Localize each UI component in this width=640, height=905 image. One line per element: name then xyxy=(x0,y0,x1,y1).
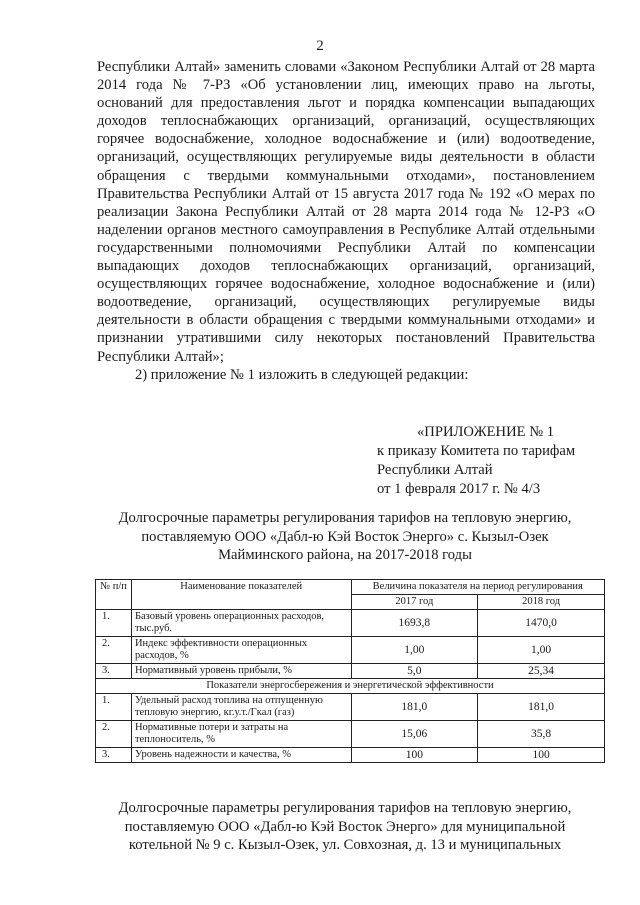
body-text xyxy=(97,58,595,384)
value-2018: 25,34 xyxy=(478,664,605,679)
row-name: Уровень надежности и качества, % xyxy=(131,748,351,763)
page-number: 2 xyxy=(316,38,324,54)
row-number: 1. xyxy=(96,610,132,637)
appendix-line: к приказу Комитета по тарифам xyxy=(377,443,576,459)
table-row xyxy=(96,721,605,748)
row-name: Базовый уровень операционных расходов, тыс.руб. xyxy=(131,610,351,637)
row-number: 2. xyxy=(96,721,132,748)
table-row xyxy=(96,610,605,637)
table-row xyxy=(96,637,605,664)
col-name-header: Наименование показателей xyxy=(131,580,351,610)
value-2017: 181,0 xyxy=(351,694,478,721)
year-2018-header: 2018 год xyxy=(478,595,605,610)
value-2018: 1470,0 xyxy=(478,610,605,637)
value-2018: 181,0 xyxy=(478,694,605,721)
value-2018: 35,8 xyxy=(478,721,605,748)
appendix-line: Республики Алтай xyxy=(377,462,493,478)
parameters-table xyxy=(95,579,605,763)
row-number: 3. xyxy=(96,748,132,763)
heading-line: поставляемую ООО «Дабл-ю Кэй Восток Энерго» с. Кызыл-Озек xyxy=(141,528,549,545)
heading-line: поставляемую ООО «Дабл-ю Кэй Восток Энерго» для муниципальной xyxy=(124,818,566,835)
section-header: Показатели энергосбережения и энергетической эффективности xyxy=(96,679,605,694)
value-2017: 1,00 xyxy=(351,637,478,664)
heading-line: Долгосрочные параметры регулирования тарифов на тепловую энергию, xyxy=(118,800,572,816)
appendix-title: «ПРИЛОЖЕНИЕ № 1 xyxy=(417,424,555,440)
table-row xyxy=(96,694,605,721)
rows-group-b xyxy=(96,694,605,763)
table-row xyxy=(96,664,605,679)
appendix-block xyxy=(377,423,617,499)
row-name: Нормативный уровень прибыли, % xyxy=(131,664,351,679)
table-header-row xyxy=(96,580,605,595)
value-2017: 1693,8 xyxy=(351,610,478,637)
heading-line: котельной № 9 с. Кызыл-Озек, ул. Совхозная, д. 13 и муниципальных xyxy=(128,837,562,853)
heading-line: Долгосрочные параметры регулирования тарифов на тепловую энергию, xyxy=(118,510,572,526)
row-name: Удельный расход топлива на отпущенную тепловую энергию, кг.у.т./Гкал (газ) xyxy=(131,694,351,721)
year-2017-header: 2017 год xyxy=(351,595,478,610)
section-header-row xyxy=(96,679,605,694)
col-value-header: Величина показателя на период регулирования xyxy=(351,580,605,595)
appendix-date: от 1 февраля 2017 г. № 4/3 xyxy=(377,481,541,497)
value-2017: 15,06 xyxy=(351,721,478,748)
row-name: Нормативные потери и затраты на теплоноситель, % xyxy=(131,721,351,748)
table-row xyxy=(96,748,605,763)
rows-group-a xyxy=(96,610,605,679)
row-name: Индекс эффективности операционных расходов, % xyxy=(131,637,351,664)
value-2017: 5,0 xyxy=(351,664,478,679)
table-heading xyxy=(80,509,610,565)
col-no-header: № п/п xyxy=(96,580,132,610)
heading-line: Майминского района, на 2017-2018 годы xyxy=(218,547,472,563)
value-2017: 100 xyxy=(351,748,478,763)
value-2018: 1,00 xyxy=(478,637,605,664)
body-paragraph: Республики Алтай» заменить словами «Законом Республики Алтай от 28 марта 2014 года № 7-РЗ «Об установлении лиц, имеющих право на льготы, оснований для предоставления льгот и порядка компенсации выпадающих доходов теплоснабжающих организаций, организаций, осуществляющих горячее водоснабжение, холодное водоснабжение и (или) водоотведение, организаций, осуществляющих регулируемые виды деятельности в области обращения с твердыми коммунальными отходами», постановлением Правительства Республики Алтай от 15 августа 2017 года № 192 «О мерах по реализации Закона Республики Алтай от 28 марта 2014 года № 12-РЗ «О наделении органов местного самоуправления в Республике Алтай отдельными государственными полномочиями Республики Алтай по компенсации выпадающих доходов теплоснабжающих организаций, организаций, осуществляющих горячее водоснабжение, холодное водоснабжение и (или) водоотведение, организаций, осуществляющих регулируемые виды деятельности в области обращения с твердыми коммунальными отходами» и признании утратившими силу некоторых постановлений Правительства Республики Алтай»; xyxy=(97,59,595,365)
second-heading xyxy=(80,799,610,855)
row-number: 1. xyxy=(96,694,132,721)
value-2018: 100 xyxy=(478,748,605,763)
row-number: 2. xyxy=(96,637,132,664)
item-2: 2) приложение № 1 изложить в следующей редакции: xyxy=(135,366,469,383)
row-number: 3. xyxy=(96,664,132,679)
